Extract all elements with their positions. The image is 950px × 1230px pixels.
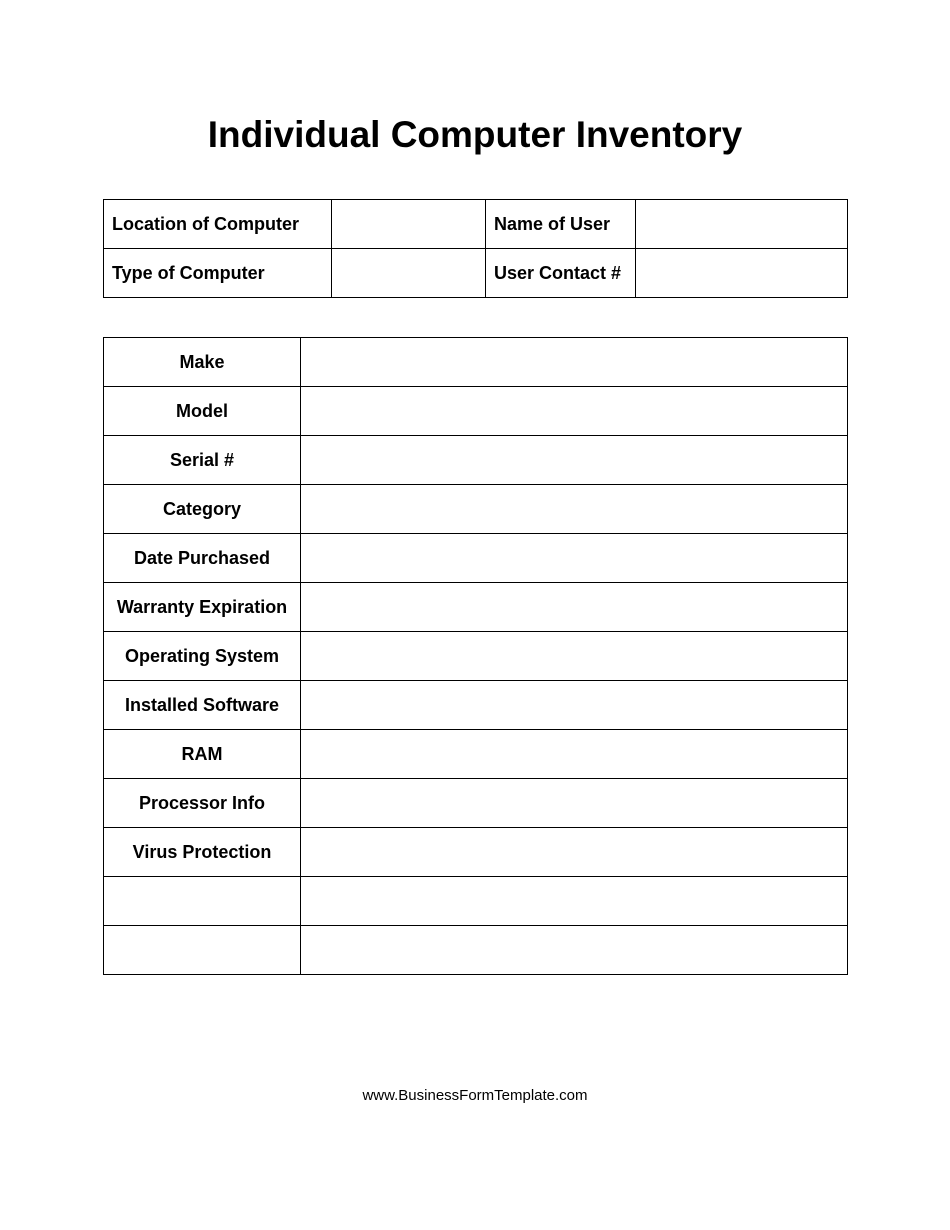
user-contact-field[interactable] xyxy=(636,249,848,298)
ram-field[interactable] xyxy=(301,730,848,779)
details-table xyxy=(103,337,848,975)
table-row xyxy=(104,485,848,534)
date-purchased-label: Date Purchased xyxy=(104,534,301,583)
table-row xyxy=(104,436,848,485)
location-of-computer-label: Location of Computer xyxy=(104,200,332,249)
name-of-user-label: Name of User xyxy=(486,200,636,249)
table-row xyxy=(104,338,848,387)
blank-label-field[interactable] xyxy=(104,926,301,975)
make-field[interactable] xyxy=(301,338,848,387)
footer-url: www.BusinessFormTemplate.com xyxy=(362,1087,588,1104)
info-table xyxy=(103,199,848,298)
table-row xyxy=(104,828,848,877)
type-of-computer-label: Type of Computer xyxy=(104,249,332,298)
table-row xyxy=(104,926,848,975)
table-row xyxy=(104,200,848,249)
virus-protection-field[interactable] xyxy=(301,828,848,877)
table-row xyxy=(104,249,848,298)
date-purchased-field[interactable] xyxy=(301,534,848,583)
make-label: Make xyxy=(104,338,301,387)
warranty-expiration-label: Warranty Expiration xyxy=(104,583,301,632)
category-field[interactable] xyxy=(301,485,848,534)
location-of-computer-field[interactable] xyxy=(332,200,486,249)
ram-label: RAM xyxy=(104,730,301,779)
table-row xyxy=(104,632,848,681)
page-title: Individual Computer Inventory xyxy=(207,114,743,155)
installed-software-field[interactable] xyxy=(301,681,848,730)
model-field[interactable] xyxy=(301,387,848,436)
table-row xyxy=(104,534,848,583)
operating-system-field[interactable] xyxy=(301,632,848,681)
processor-info-label: Processor Info xyxy=(104,779,301,828)
processor-info-field[interactable] xyxy=(301,779,848,828)
installed-software-label: Installed Software xyxy=(104,681,301,730)
blank-value-field[interactable] xyxy=(301,926,848,975)
blank-label-field[interactable] xyxy=(104,877,301,926)
type-of-computer-field[interactable] xyxy=(332,249,486,298)
user-contact-label: User Contact # xyxy=(486,249,636,298)
name-of-user-field[interactable] xyxy=(636,200,848,249)
table-row xyxy=(104,730,848,779)
operating-system-label: Operating System xyxy=(104,632,301,681)
virus-protection-label: Virus Protection xyxy=(104,828,301,877)
table-row xyxy=(104,681,848,730)
serial-field[interactable] xyxy=(301,436,848,485)
serial-label: Serial # xyxy=(104,436,301,485)
warranty-expiration-field[interactable] xyxy=(301,583,848,632)
category-label: Category xyxy=(104,485,301,534)
table-row xyxy=(104,779,848,828)
table-row xyxy=(104,583,848,632)
table-row xyxy=(104,877,848,926)
table-row xyxy=(104,387,848,436)
blank-value-field[interactable] xyxy=(301,877,848,926)
model-label: Model xyxy=(104,387,301,436)
